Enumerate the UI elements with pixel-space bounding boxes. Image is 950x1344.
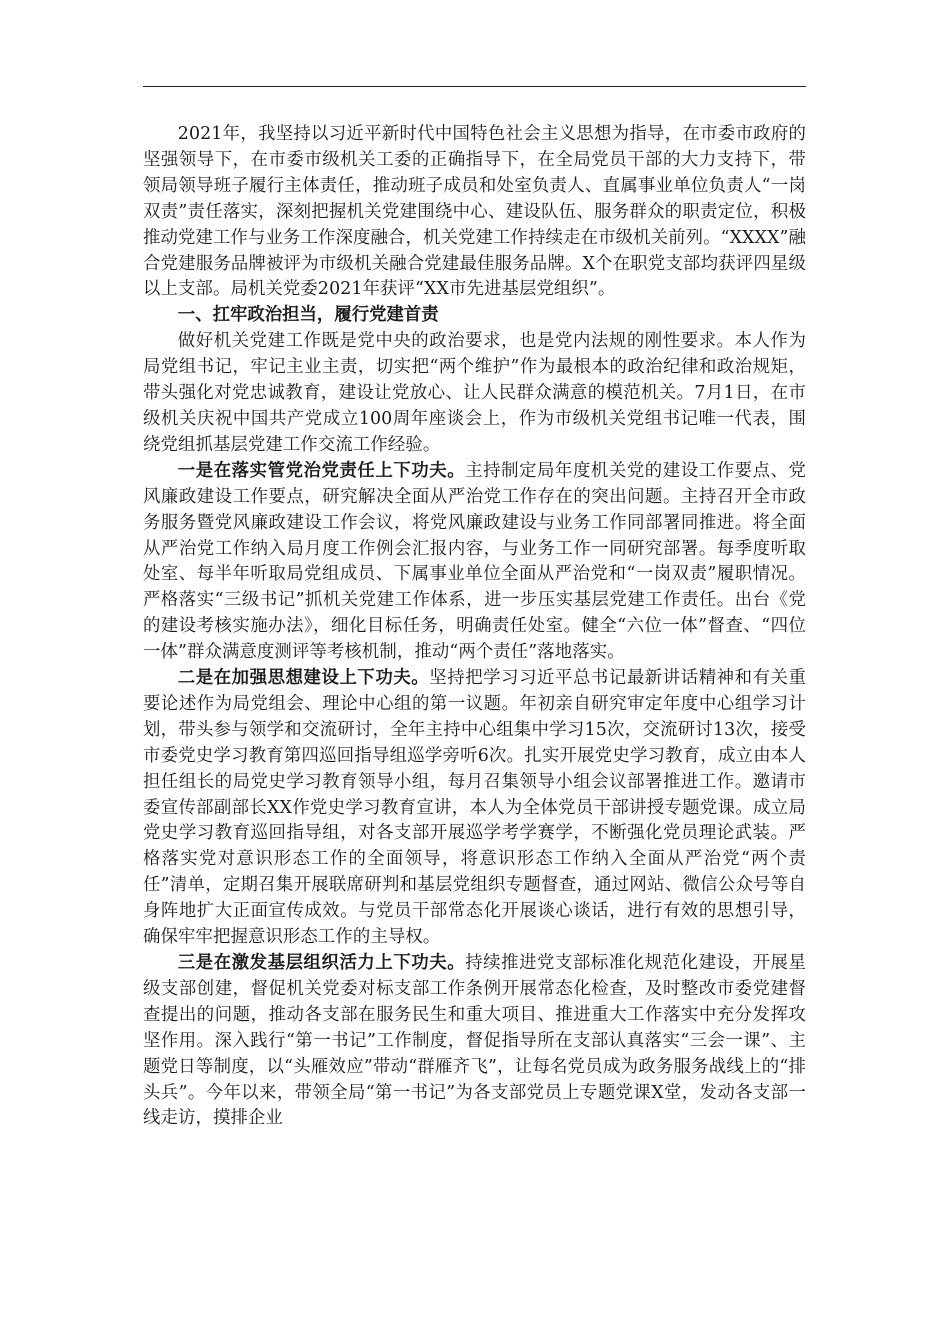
point-3-body: 持续推进党支部标准化规范化建设，开展星级支部创建，督促机关党委对标支部工作条例开展常态化检查，及时整改市委党建督查提出的问题，推动各支部在服务民生和重大项目、推进重大工作落实中充分发挥攻坚作用。深入践行“第一书记”工作制度，督促指导所在支部认真落实“三会一课”、主题党日等制度，以“头雁效应”带动“群雁齐飞”，让每名党员成为政务服务战线上的“排头兵”。今年以来，带领全局“第一书记”为各支部党员上专题党课X堂，发动各支部一线走访，摸排企业 (143, 953, 806, 1129)
point-3-lead: 三是在激发基层组织活力上下功夫。 (177, 953, 466, 973)
point-3-paragraph (143, 951, 806, 1132)
point-1-lead: 一是在落实管党治党责任上下功夫。 (177, 460, 466, 481)
document-body (143, 122, 806, 1132)
point-2-lead: 二是在加强思想建设上下功夫。 (177, 668, 430, 689)
point-1-body: 主持制定局年度机关党的建设工作要点、党风廉政建设工作要点，研究解决全面从严治党工作存在的突出问题。主持召开全市政务服务暨党风廉政建设工作会议，将党风廉政建设与业务工作同部署同推进。将全面从严治党工作纳入局月度工作例会汇报内容，与业务工作一同研究部署。每季度听取处室、每半年听取局党组成员、下属事业单位全面从严治党和“一岗双责”履职情况。严格落实“三级书记”抓机关党建工作体系，进一步压实基层党建工作责任。出台《党的建设考核实施办法》，细化目标任务，明确责任处室。健全“六位一体”督查、“四位一体”群众满意度测评等考核机制，推动“两个责任”落地落实。 (143, 460, 806, 663)
point-2-body: 坚持把学习习近平总书记最新讲话精神和有关重要论述作为局党组会、理论中心组的第一议题。年初亲自研究审定年度中心组学习计划，带头参与领学和交流研讨，全年主持中心组集中学习15次，交流研讨13次，接受市委党史学习教育第四巡回指导组巡学旁听6次。扎实开展党史学习教育，成立由本人担任组长的局党史学习教育领导小组，每月召集领导小组会议部署推进工作。邀请市委宣传部副部长XX作党史学习教育宣讲，本人为全体党员干部讲授专题党课。成立局党史学习教育巡回指导组，对各支部开展巡学考学赛学，不断强化党员理论武装。严格落实党对意识形态工作的全面领导，将意识形态工作纳入全面从严治党“两个责任”清单，定期召集开展联席研判和基层党组织专题督查，通过网站、微信公众号等自身阵地扩大正面宣传成效。与党员干部常态化开展谈心谈话，进行有效的思想引导，确保牢牢把握意识形态工作的主导权。 (143, 668, 806, 948)
section-1-paragraph: 做好机关党建工作既是党中央的政治要求，也是党内法规的刚性要求。本人作为局党组书记，牢记主业主责，切实把“两个维护”作为最根本的政治纪律和政治规矩，带头强化对党忠诚教育，建设让党放心、让人民群众满意的模范机关。7月1日，在市级机关庆祝中国共产党成立100周年座谈会上，作为市级机关党组书记唯一代表，围绕党组抓基层党建工作交流工作经验。 (143, 331, 806, 455)
point-1-paragraph (143, 459, 806, 666)
point-2-paragraph (143, 666, 806, 951)
intro-paragraph: 2021年，我坚持以习近平新时代中国特色社会主义思想为指导，在市委市政府的坚强领导下，在市委市级机关工委的正确指导下，在全局党员干部的大力支持下，带领局领导班子履行主体责任，推动班子成员和处室负责人、直属事业单位负责人“一岗双责”责任落实，深刻把握机关党建围绕中心、建设队伍、服务群众的职责定位，积极推动党建工作与业务工作深度融合，机关党建工作持续走在市级机关前列。“XXXX”融合党建服务品牌被评为市级机关融合党建最佳服务品牌。X个在职党支部均获评四星级以上支部。局机关党委2021年获评“XX市先进基层党组织”。 (143, 124, 806, 300)
header-rule (143, 86, 806, 87)
section-heading-1: 一、扛牢政治担当，履行党建首责 (177, 305, 439, 326)
